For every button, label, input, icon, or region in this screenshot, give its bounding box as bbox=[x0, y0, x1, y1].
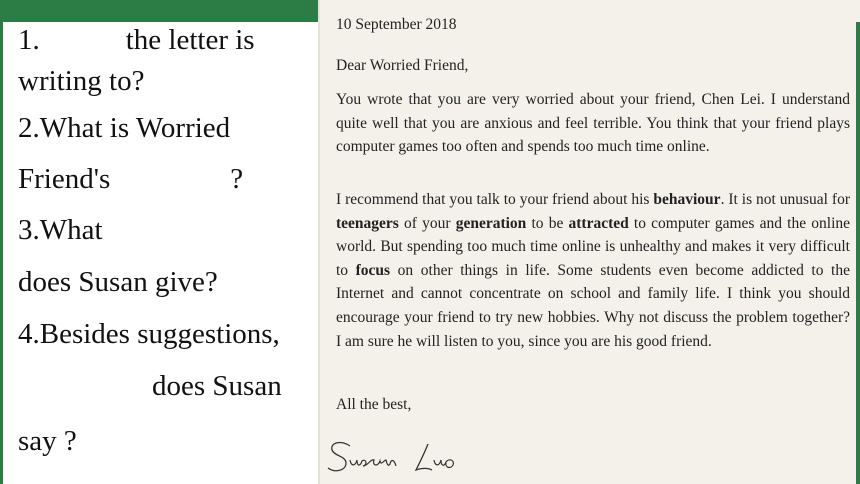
letter-date: 10 September 2018 bbox=[336, 16, 457, 33]
right-border bbox=[856, 22, 860, 484]
paragraph-2-text: of your bbox=[398, 214, 456, 232]
question-4-line-2: does Susan bbox=[152, 370, 282, 402]
question-2-line-2 bbox=[18, 163, 243, 195]
left-border bbox=[0, 22, 3, 484]
question-1-number: 1. bbox=[18, 24, 40, 56]
letter-panel bbox=[318, 0, 856, 484]
question-1-line-1 bbox=[18, 24, 255, 56]
letter-closing: All the best, bbox=[336, 396, 412, 413]
question-3-line-2: does Susan give? bbox=[18, 266, 218, 298]
paragraph-2-text: on other things in life. Some students even become addicted to the Internet and cannot concentrate on school and family life. I think you should encourage your friend to try new hobbies. Why not discuss the problem together? I am sure he will listen to you, since you are his good friend. bbox=[336, 261, 850, 350]
question-2-mark: ? bbox=[230, 163, 244, 195]
handwritten-signature bbox=[324, 432, 494, 480]
question-2-line-1: 2.What is Worried bbox=[18, 112, 231, 144]
keyword-attracted: attracted bbox=[568, 214, 629, 232]
question-4-line-1: 4.Besides suggestions, bbox=[18, 318, 280, 350]
question-3-line-1: 3.What bbox=[18, 214, 103, 246]
paragraph-2-text: to computer games and the online world. But spending too much time online is unhealthy and makes it very difficult to bbox=[336, 214, 851, 279]
letter-greeting: Dear Worried Friend, bbox=[336, 57, 469, 74]
letter-paragraph-2 bbox=[336, 188, 850, 353]
paragraph-2-text: . It is not unusual for bbox=[720, 191, 850, 208]
question-2-text: Friend's bbox=[18, 163, 111, 195]
keyword-focus: focus bbox=[355, 261, 391, 279]
question-1-text: the letter is bbox=[125, 24, 255, 56]
paragraph-2-text: I recommend that you talk to your friend about his bbox=[336, 191, 654, 208]
paragraph-2-text: to be bbox=[526, 214, 569, 232]
question-4-line-3: say ? bbox=[18, 425, 77, 457]
question-1-line-2: writing to? bbox=[18, 65, 145, 97]
keyword-teenagers: teenagers bbox=[336, 214, 399, 232]
letter-paragraph-1: You wrote that you are very worried about your friend, Chen Lei. I understand quite well that you are anxious and feel terrible. You think that your friend plays computer games too often and spends too much time online. bbox=[336, 91, 850, 156]
letter-edge bbox=[318, 0, 320, 484]
keyword-generation: generation bbox=[455, 214, 527, 232]
keyword-behaviour: behaviour bbox=[653, 191, 721, 208]
